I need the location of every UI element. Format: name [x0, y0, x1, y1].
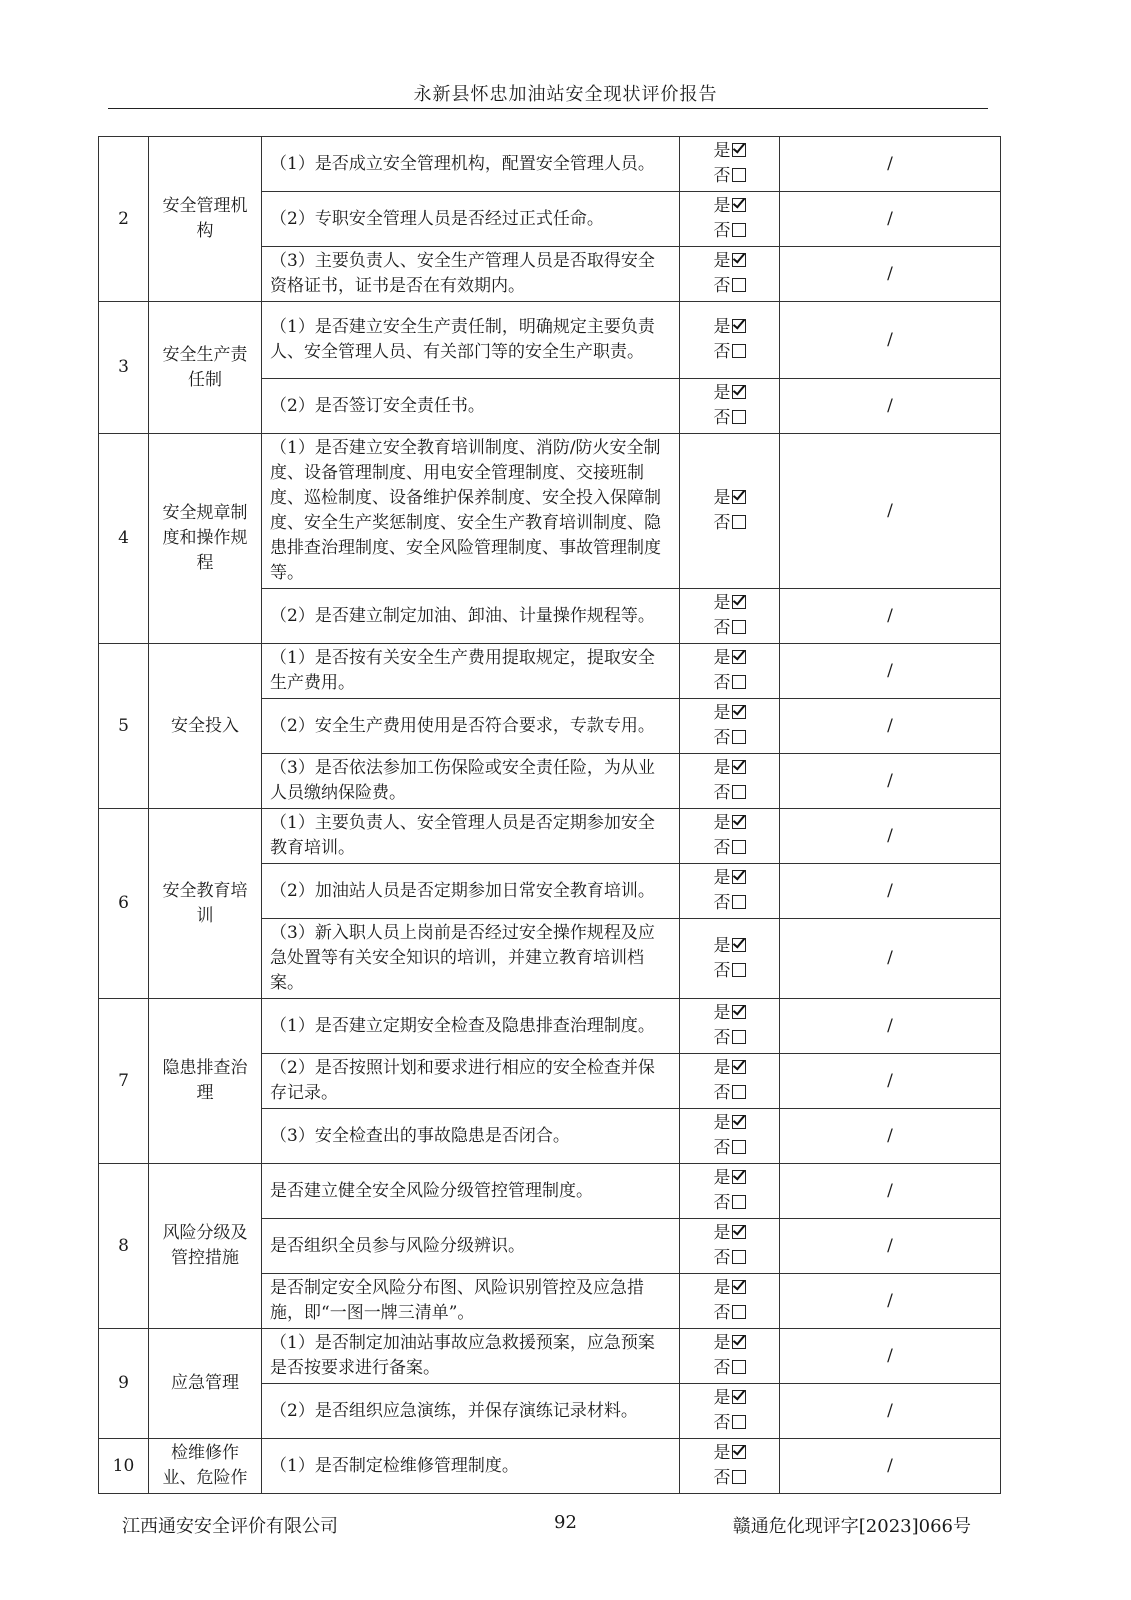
result-label-yes: 是	[713, 1003, 731, 1023]
footer-company: 江西通安安全评价有限公司	[122, 1516, 338, 1537]
result-option-no	[688, 511, 771, 536]
unchecked-box-icon	[732, 1470, 746, 1484]
table-row	[99, 1164, 1001, 1219]
unchecked-box-icon	[732, 1360, 746, 1374]
check-result	[680, 434, 780, 589]
result-label-no: 否	[713, 166, 731, 186]
result-option-no	[688, 781, 771, 806]
remark-cell: /	[780, 644, 1001, 699]
check-result	[680, 1274, 780, 1329]
check-content: （1）是否建立安全生产责任制，明确规定主要负责人、安全管理人员、有关部门等的安全生产职责。	[262, 302, 680, 379]
result-option-yes	[688, 249, 771, 274]
remark-cell: /	[780, 434, 1001, 589]
checked-box-icon	[732, 815, 746, 829]
unchecked-box-icon	[732, 168, 746, 182]
check-result	[680, 1109, 780, 1164]
result-label-yes: 是	[713, 141, 731, 161]
check-result	[680, 137, 780, 192]
check-content: （2）加油站人员是否定期参加日常安全教育培训。	[262, 864, 680, 919]
result-option-no	[688, 1466, 771, 1491]
result-label-no: 否	[713, 893, 731, 913]
check-result	[680, 1054, 780, 1109]
result-label-yes: 是	[713, 1333, 731, 1353]
check-content: 是否制定安全风险分布图、风险识别管控及应急措施，即“一图一牌三清单”。	[262, 1274, 680, 1329]
remark-cell: /	[780, 379, 1001, 434]
unchecked-box-icon	[732, 730, 746, 744]
checked-box-icon	[732, 705, 746, 719]
unchecked-box-icon	[732, 675, 746, 689]
result-label-yes: 是	[713, 251, 731, 271]
safety-checklist-table	[98, 136, 1001, 1494]
item-number: 4	[99, 434, 149, 644]
result-label-no: 否	[713, 673, 731, 693]
checked-box-icon	[732, 1390, 746, 1404]
unchecked-box-icon	[732, 515, 746, 529]
remark-cell: /	[780, 699, 1001, 754]
item-number: 9	[99, 1329, 149, 1439]
check-content: （3）新入职人员上岗前是否经过安全操作规程及应急处置等有关安全知识的培训，并建立教育培训档案。	[262, 919, 680, 999]
check-content: （2）是否按照计划和要求进行相应的安全检查并保存记录。	[262, 1054, 680, 1109]
remark-cell: /	[780, 1219, 1001, 1274]
result-label-yes: 是	[713, 317, 731, 337]
unchecked-box-icon	[732, 1140, 746, 1154]
check-content: （1）是否按有关安全生产费用提取规定，提取安全生产费用。	[262, 644, 680, 699]
result-option-no	[688, 1301, 771, 1326]
check-content: （3）是否依法参加工伤保险或安全责任险，为从业人员缴纳保险费。	[262, 754, 680, 809]
remark-cell: /	[780, 1384, 1001, 1439]
result-option-yes	[688, 1386, 771, 1411]
result-option-yes	[688, 194, 771, 219]
result-label-yes: 是	[713, 935, 731, 956]
result-label-yes: 是	[713, 868, 731, 888]
check-item-name: 安全规章制度和操作规程	[149, 434, 262, 644]
result-option-no	[688, 1411, 771, 1436]
result-label-no: 否	[713, 1303, 731, 1323]
result-label-no: 否	[713, 618, 731, 638]
table-row	[99, 137, 1001, 192]
unchecked-box-icon	[732, 344, 746, 358]
checked-box-icon	[732, 1225, 746, 1239]
result-label-no: 否	[713, 1193, 731, 1213]
item-number: 2	[99, 137, 149, 302]
result-label-no: 否	[713, 1468, 731, 1488]
checked-box-icon	[732, 870, 746, 884]
remark-cell: /	[780, 1109, 1001, 1164]
checked-box-icon	[732, 938, 746, 952]
result-label-no: 否	[713, 408, 731, 428]
check-content: （2）是否签订安全责任书。	[262, 379, 680, 434]
result-label-no: 否	[713, 1028, 731, 1048]
unchecked-box-icon	[732, 963, 746, 977]
unchecked-box-icon	[732, 1305, 746, 1319]
result-label-yes: 是	[713, 1223, 731, 1243]
item-number: 3	[99, 302, 149, 434]
result-option-no	[688, 219, 771, 244]
unchecked-box-icon	[732, 1415, 746, 1429]
result-option-yes	[688, 934, 771, 959]
check-result	[680, 1384, 780, 1439]
header-divider	[108, 108, 988, 109]
result-option-yes	[688, 315, 771, 340]
remark-cell: /	[780, 1274, 1001, 1329]
result-label-no: 否	[713, 728, 731, 748]
result-label-no: 否	[713, 960, 731, 981]
result-label-yes: 是	[713, 813, 731, 833]
remark-cell: /	[780, 192, 1001, 247]
result-label-no: 否	[713, 221, 731, 241]
result-label-yes: 是	[713, 1443, 731, 1463]
page-header-title: 永新县怀忠加油站安全现状评价报告	[413, 84, 718, 105]
table-row	[99, 302, 1001, 379]
remark-cell: /	[780, 1329, 1001, 1384]
result-option-yes	[688, 756, 771, 781]
result-option-yes	[688, 701, 771, 726]
check-result	[680, 809, 780, 864]
check-result	[680, 302, 780, 379]
remark-cell: /	[780, 589, 1001, 644]
check-item-name: 隐患排查治理	[149, 999, 262, 1164]
result-label-yes: 是	[713, 1058, 731, 1078]
result-option-yes	[688, 1001, 771, 1026]
item-number: 5	[99, 644, 149, 809]
result-option-no	[688, 671, 771, 696]
result-label-yes: 是	[713, 1278, 731, 1298]
check-result	[680, 192, 780, 247]
result-option-yes	[688, 1331, 771, 1356]
checked-box-icon	[732, 760, 746, 774]
result-option-yes	[688, 591, 771, 616]
result-label-yes: 是	[713, 196, 731, 216]
result-option-yes	[688, 811, 771, 836]
check-content: （3）安全检查出的事故隐患是否闭合。	[262, 1109, 680, 1164]
check-content: （1）是否成立安全管理机构，配置安全管理人员。	[262, 137, 680, 192]
unchecked-box-icon	[732, 1195, 746, 1209]
result-option-yes	[688, 381, 771, 406]
check-item-name: 检维修作业、危险作	[149, 1439, 262, 1494]
result-option-no	[688, 1356, 771, 1381]
remark-cell: /	[780, 809, 1001, 864]
result-option-yes	[688, 1056, 771, 1081]
result-option-no	[688, 616, 771, 641]
checked-box-icon	[732, 490, 746, 504]
checked-box-icon	[732, 1060, 746, 1074]
check-content: （2）是否组织应急演练，并保存演练记录材料。	[262, 1384, 680, 1439]
checked-box-icon	[732, 385, 746, 399]
result-label-no: 否	[713, 276, 731, 296]
result-label-no: 否	[713, 1138, 731, 1158]
check-content: 是否组织全员参与风险分级辨识。	[262, 1219, 680, 1274]
result-label-yes: 是	[713, 1168, 731, 1188]
result-option-no	[688, 1191, 771, 1216]
result-label-no: 否	[713, 1358, 731, 1378]
table-row	[99, 434, 1001, 589]
checked-box-icon	[732, 1445, 746, 1459]
result-option-yes	[688, 866, 771, 891]
unchecked-box-icon	[732, 410, 746, 424]
result-option-yes	[688, 1111, 771, 1136]
checked-box-icon	[732, 1170, 746, 1184]
result-option-yes	[688, 646, 771, 671]
check-result	[680, 699, 780, 754]
result-option-yes	[688, 1166, 771, 1191]
result-option-yes	[688, 486, 771, 511]
unchecked-box-icon	[732, 620, 746, 634]
result-label-yes: 是	[713, 648, 731, 668]
checked-box-icon	[732, 1005, 746, 1019]
check-result	[680, 999, 780, 1054]
remark-cell: /	[780, 919, 1001, 999]
check-result	[680, 754, 780, 809]
check-result	[680, 589, 780, 644]
remark-cell: /	[780, 1439, 1001, 1494]
unchecked-box-icon	[732, 1085, 746, 1099]
unchecked-box-icon	[732, 278, 746, 292]
check-content: （3）主要负责人、安全生产管理人员是否取得安全资格证书，证书是否在有效期内。	[262, 247, 680, 302]
checked-box-icon	[732, 595, 746, 609]
check-result	[680, 919, 780, 999]
remark-cell: /	[780, 864, 1001, 919]
unchecked-box-icon	[732, 223, 746, 237]
check-item-name: 安全教育培训	[149, 809, 262, 999]
result-label-no: 否	[713, 1083, 731, 1103]
check-content: （1）是否制定加油站事故应急救援预案，应急预案是否按要求进行备案。	[262, 1329, 680, 1384]
table-row	[99, 999, 1001, 1054]
result-option-no	[688, 891, 771, 916]
check-content: （2）专职安全管理人员是否经过正式任命。	[262, 192, 680, 247]
check-result	[680, 644, 780, 699]
remark-cell: /	[780, 999, 1001, 1054]
table-row	[99, 644, 1001, 699]
unchecked-box-icon	[732, 1030, 746, 1044]
checked-box-icon	[732, 198, 746, 212]
result-option-yes	[688, 1221, 771, 1246]
remark-cell: /	[780, 247, 1001, 302]
check-content: （1）主要负责人、安全管理人员是否定期参加安全教育培训。	[262, 809, 680, 864]
result-option-yes	[688, 1276, 771, 1301]
result-label-no: 否	[713, 1413, 731, 1433]
check-result	[680, 1329, 780, 1384]
check-result	[680, 1439, 780, 1494]
result-label-no: 否	[713, 1248, 731, 1268]
result-label-yes: 是	[713, 593, 731, 613]
unchecked-box-icon	[732, 1250, 746, 1264]
result-label-no: 否	[713, 342, 731, 362]
result-option-no	[688, 836, 771, 861]
check-result	[680, 247, 780, 302]
remark-cell: /	[780, 754, 1001, 809]
result-option-no	[688, 164, 771, 189]
check-content: （2）是否建立制定加油、卸油、计量操作规程等。	[262, 589, 680, 644]
result-option-yes	[688, 1441, 771, 1466]
result-label-no: 否	[713, 513, 731, 533]
remark-cell: /	[780, 302, 1001, 379]
unchecked-box-icon	[732, 895, 746, 909]
result-option-no	[688, 274, 771, 299]
result-option-no	[688, 406, 771, 431]
unchecked-box-icon	[732, 840, 746, 854]
checked-box-icon	[732, 1335, 746, 1349]
result-label-yes: 是	[713, 703, 731, 723]
remark-cell: /	[780, 1054, 1001, 1109]
result-option-no	[688, 1246, 771, 1271]
result-option-no	[688, 726, 771, 751]
result-label-yes: 是	[713, 758, 731, 778]
check-item-name: 安全生产责任制	[149, 302, 262, 434]
check-content: （1）是否制定检维修管理制度。	[262, 1439, 680, 1494]
check-content: 是否建立健全安全风险分级管控管理制度。	[262, 1164, 680, 1219]
footer-page-number: 92	[554, 1512, 577, 1533]
checked-box-icon	[732, 143, 746, 157]
checked-box-icon	[732, 650, 746, 664]
result-option-no	[688, 340, 771, 365]
result-label-yes: 是	[713, 488, 731, 508]
table-row	[99, 1329, 1001, 1384]
result-option-no	[688, 959, 771, 984]
unchecked-box-icon	[732, 785, 746, 799]
result-label-yes: 是	[713, 383, 731, 403]
check-result	[680, 1219, 780, 1274]
checked-box-icon	[732, 319, 746, 333]
result-option-no	[688, 1081, 771, 1106]
item-number: 6	[99, 809, 149, 999]
result-option-yes	[688, 139, 771, 164]
check-result	[680, 1164, 780, 1219]
item-number: 7	[99, 999, 149, 1164]
check-item-name: 应急管理	[149, 1329, 262, 1439]
result-label-no: 否	[713, 838, 731, 858]
table-row	[99, 809, 1001, 864]
checked-box-icon	[732, 253, 746, 267]
check-item-name: 安全投入	[149, 644, 262, 809]
check-result	[680, 379, 780, 434]
item-number: 10	[99, 1439, 149, 1494]
check-result	[680, 864, 780, 919]
check-content: （1）是否建立定期安全检查及隐患排查治理制度。	[262, 999, 680, 1054]
checked-box-icon	[732, 1280, 746, 1294]
item-number: 8	[99, 1164, 149, 1329]
result-label-yes: 是	[713, 1388, 731, 1408]
remark-cell: /	[780, 137, 1001, 192]
checked-box-icon	[732, 1115, 746, 1129]
check-item-name: 安全管理机构	[149, 137, 262, 302]
check-item-name: 风险分级及管控措施	[149, 1164, 262, 1329]
table-row	[99, 1439, 1001, 1494]
check-content: （1）是否建立安全教育培训制度、消防/防火安全制度、设备管理制度、用电安全管理制度、交接班制度、巡检制度、设备维护保养制度、安全投入保障制度、安全生产奖惩制度、安全生产教育培训制度、隐患排查治理制度、安全风险管理制度、事故管理制度等。	[262, 434, 680, 589]
result-option-no	[688, 1026, 771, 1051]
result-label-no: 否	[713, 783, 731, 803]
result-label-yes: 是	[713, 1113, 731, 1133]
remark-cell: /	[780, 1164, 1001, 1219]
result-option-no	[688, 1136, 771, 1161]
check-content: （2）安全生产费用使用是否符合要求，专款专用。	[262, 699, 680, 754]
footer-document-number: 赣通危化现评字[2023]066号	[732, 1516, 971, 1537]
